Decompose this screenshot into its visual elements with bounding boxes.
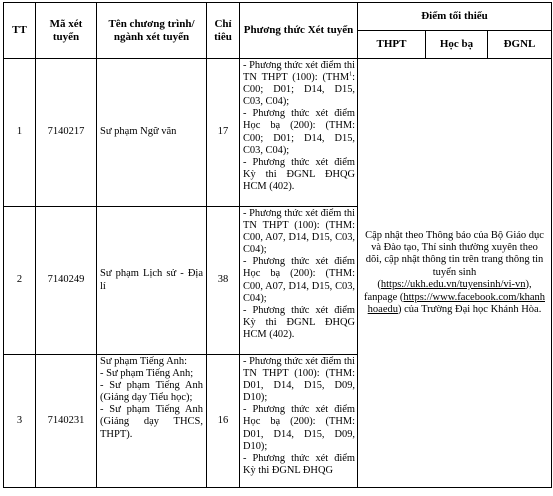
header-code: Mã xét tuyển bbox=[36, 3, 97, 59]
row-code: 7140231 bbox=[36, 355, 97, 488]
row-program: Sư phạm Lịch sử - Địa lí bbox=[97, 207, 207, 355]
row-tt: 1 bbox=[4, 59, 36, 207]
method-item: - Phương thức xét điểm Kỳ thi ĐGNL ĐHQG HCM (402). bbox=[243, 304, 355, 340]
row-tt: 2 bbox=[4, 207, 36, 355]
program-line: - Sư phạm Tiếng Anh (Giảng dạy Tiểu học); bbox=[100, 380, 203, 404]
header-dgnl: ĐGNL bbox=[488, 31, 552, 59]
row-methods bbox=[240, 207, 358, 355]
header-program: Tên chương trình/ ngành xét tuyển bbox=[97, 3, 207, 59]
row-program bbox=[97, 355, 207, 488]
admission-link[interactable]: https://ukh.edu.vn/tuyensinh/vi-vn bbox=[380, 279, 526, 291]
header-hocba: Học bạ bbox=[426, 31, 488, 59]
method-item: - Phương thức xét điểm Kỳ thi ĐGNL ĐHQG HCM (402). bbox=[243, 156, 355, 192]
row-quota: 38 bbox=[207, 207, 240, 355]
row-code: 7140217 bbox=[36, 59, 97, 207]
header-tt: TT bbox=[4, 3, 36, 59]
method-item: - Phương thức xét điểm Học bạ (200): (THM: C00; D01; D14, D15, C03, C04); bbox=[243, 108, 355, 156]
header-min-score: Điểm tối thiểu bbox=[358, 3, 552, 31]
row-quota: 17 bbox=[207, 59, 240, 207]
method-item: - Phương thức xét điểm Kỳ thi ĐGNL ĐHQG bbox=[243, 452, 355, 476]
admission-table bbox=[3, 2, 552, 488]
row-methods bbox=[240, 355, 358, 488]
header-thpt: THPT bbox=[358, 31, 426, 59]
method-item: - Phương thức xét điểm thi TN THPT (100): (THM: D01, D14, D15, D09, D10); bbox=[243, 356, 355, 404]
method-item: - Phương thức xét điểm Học bạ (200): (THM: C00, A07, D14, D15, C03, C04); bbox=[243, 256, 355, 304]
method-item: - Phương thức xét điểm thi TN THPT (100): (THM: C00, A07, D14, D15, C03, C04); bbox=[243, 208, 355, 256]
row-code: 7140249 bbox=[36, 207, 97, 355]
program-line: - Sư phạm Tiếng Anh (Giảng dạy THCS, THPT). bbox=[100, 404, 203, 440]
row-tt: 3 bbox=[4, 355, 36, 488]
fanpage-link[interactable]: https://www.facebook.com/khanhhoaedu bbox=[367, 291, 545, 316]
header-quota: Chỉ tiêu bbox=[207, 3, 240, 59]
row-program: Sư phạm Ngữ văn bbox=[97, 59, 207, 207]
table-row bbox=[4, 59, 552, 207]
method-item: - Phương thức xét điểm Học bạ (200): (THM: D01, D14, D15, D09, D10); bbox=[243, 404, 355, 452]
note-cell: Cập nhật theo Thông báo của Bộ Giáo dục và Đào tạo, Thí sinh thường xuyên theo dõi, cập nhật thông tin trên trang thông tin tuyển sinh (https://ukh.edu.vn/tuyensinh/vi-vn), fanpage (https://www.facebook.com/khanhhoaedu) của Trường Đại học Khánh Hòa. bbox=[358, 59, 552, 488]
program-line: Sư phạm Tiếng Anh: bbox=[100, 356, 188, 367]
method-item: - Phương thức xét điểm thi TN THPT (100): (THM$^1$: C00; D01; D14, D15, C03, C04); bbox=[243, 60, 355, 108]
header-method: Phương thức Xét tuyển bbox=[240, 3, 358, 59]
row-methods bbox=[240, 59, 358, 207]
row-quota: 16 bbox=[207, 355, 240, 488]
program-line: - Sư phạm Tiếng Anh; bbox=[100, 368, 194, 380]
